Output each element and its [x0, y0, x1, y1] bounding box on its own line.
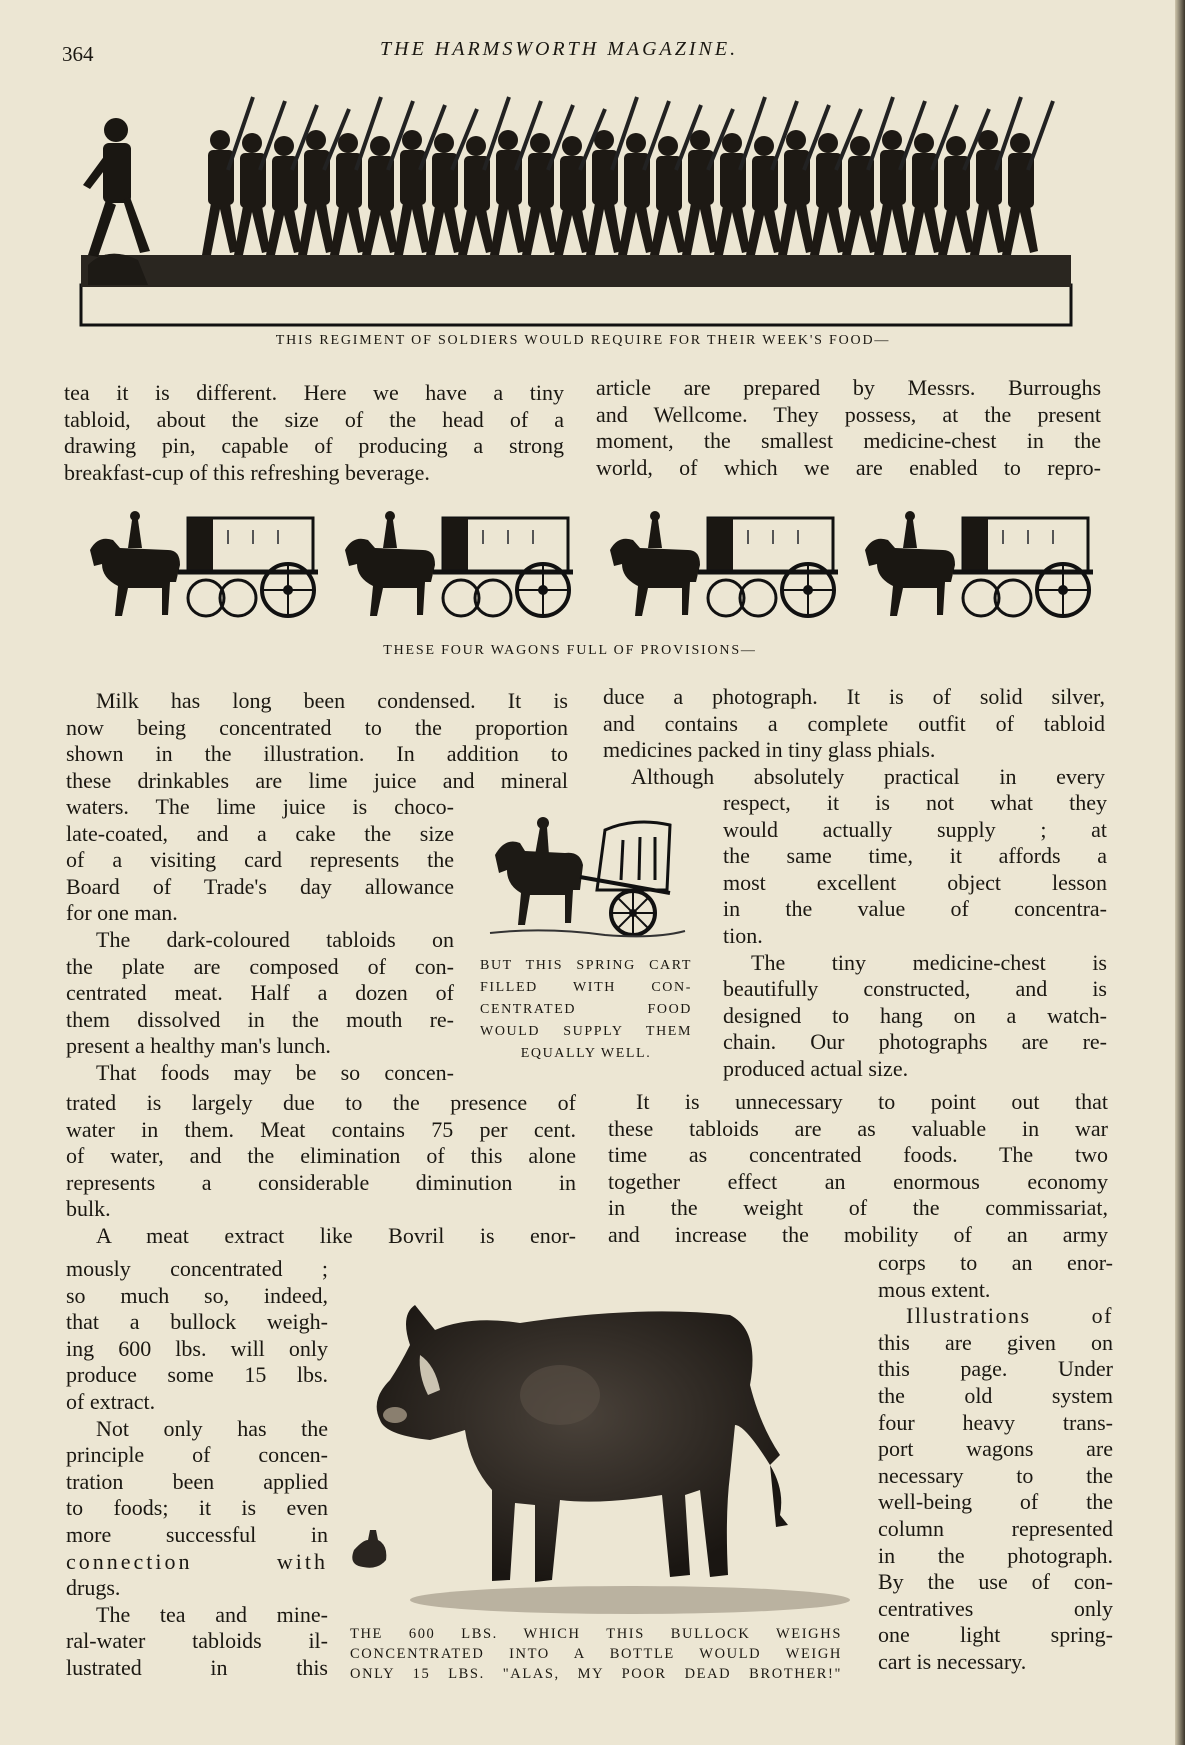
text-line: trated is largely due to the presence of — [66, 1090, 576, 1115]
text-line: and contains a complete outfit of tabloid — [603, 710, 1105, 736]
caption-line: WOULD SUPPLY THEM — [480, 1024, 692, 1039]
rifle — [1028, 101, 1053, 170]
bullock-photograph — [340, 1275, 865, 1615]
soldier-figure — [426, 133, 462, 255]
text-line: late-coated, and a cake the size — [66, 820, 454, 846]
text-line: respect, it is not what they — [723, 790, 1107, 815]
text-line: port wagons are — [878, 1436, 1113, 1462]
text-line: ing 600 lbs. will only — [66, 1335, 328, 1361]
text-line: corps to an enor- — [878, 1250, 1113, 1275]
caption-line: BUT THIS SPRING CART — [480, 958, 692, 973]
text-line: this page. Under — [878, 1356, 1113, 1382]
text-line: principle of concen- — [66, 1442, 328, 1468]
text-line: these tabloids are as valuable in war — [608, 1115, 1108, 1141]
text-line: most excellent object lesson — [723, 869, 1107, 895]
wagons-illustration — [88, 510, 1098, 625]
caption-line: EQUALLY WELL. — [520, 1046, 652, 1061]
soldier-figure — [298, 130, 334, 255]
soldier-figure — [970, 130, 1006, 255]
text-line: A meat extract like Bovril is enor- — [96, 1222, 576, 1248]
text-column-i — [608, 1089, 1108, 1249]
spring-cart-illustration — [485, 815, 700, 945]
text-line: lustrated in this — [66, 1654, 328, 1680]
text-line: in the photograph. — [878, 1542, 1113, 1568]
bullock-caption — [350, 1624, 842, 1684]
text-line: centrated meat. Half a dozen of — [66, 980, 454, 1006]
text-line: Board of Trade's day allowance — [66, 873, 454, 899]
text-line: centratives only — [878, 1595, 1113, 1621]
text-line: now being concentrated to the proportion — [66, 714, 568, 740]
text-line: in the weight of the commissariat, — [608, 1195, 1108, 1221]
text-line: mously concentrated ; — [66, 1256, 328, 1281]
text-line: Although absolutely practical in every — [631, 763, 1105, 789]
text-line: Illustrations of — [906, 1303, 1113, 1329]
page-number: 364 — [62, 42, 94, 66]
text-column-f — [66, 1256, 328, 1682]
soldier-figure — [618, 133, 654, 255]
text-line: more successful in — [66, 1521, 328, 1547]
text-line: and increase the mobility of an army — [608, 1221, 1108, 1247]
running-title: THE HARMSWORTH MAGAZINE. — [380, 38, 739, 60]
text-line: cart is necessary. — [878, 1648, 1027, 1674]
soldier-figure — [394, 130, 430, 255]
text-column-g — [603, 684, 1105, 790]
text-line: one light spring- — [878, 1622, 1113, 1648]
text-line: the plate are composed of con- — [66, 953, 454, 979]
soldier-figure — [234, 133, 270, 255]
text-line: bulk. — [66, 1196, 111, 1222]
text-line: to foods; it is even — [66, 1495, 328, 1521]
text-line: tabloid, about the size of the head of a — [64, 406, 564, 432]
text-column-b — [596, 375, 1101, 481]
soldier-figure — [1002, 133, 1038, 255]
spring-cart-caption — [480, 955, 692, 1065]
wagon-figure — [865, 511, 1093, 616]
text-line: ral-water tabloids il- — [66, 1628, 328, 1654]
text-line: the old system — [878, 1382, 1113, 1408]
text-line: this are given on — [878, 1329, 1113, 1355]
text-line: represents a considerable diminution in — [66, 1169, 576, 1195]
text-line: of a visiting card represents the — [66, 847, 454, 873]
text-column-j — [878, 1250, 1113, 1676]
text-line: produce some 15 lbs. — [66, 1362, 328, 1388]
text-line: breakfast-cup of this refreshing beverage. — [64, 459, 430, 485]
text-line: column represented — [878, 1515, 1113, 1541]
text-line: the same time, it affords a — [723, 843, 1107, 869]
text-column-e — [66, 1090, 576, 1250]
text-line: That foods may be so concen- — [96, 1059, 454, 1085]
text-line: present a healthy man's lunch. — [66, 1033, 331, 1059]
text-line: these drinkables are lime juice and mineral — [66, 767, 568, 793]
wagon-figure — [90, 511, 318, 616]
soldier-figure — [810, 133, 846, 255]
text-column-h — [723, 790, 1107, 1083]
text-line: article are prepared by Messrs. Burroughs — [596, 375, 1101, 400]
text-line: The dark-coloured tabloids on — [96, 926, 454, 952]
text-line: in the value of concentra- — [723, 896, 1107, 922]
caption-line: CONCENTRATED INTO A BOTTLE WOULD WEIGH — [350, 1646, 842, 1662]
wagon-figure — [610, 511, 838, 616]
text-line: shown in the illustration. In addition to — [66, 741, 568, 767]
text-line: four heavy trans- — [878, 1409, 1113, 1435]
text-line: chain. Our photographs are re- — [723, 1029, 1107, 1055]
text-line: them dissolved in the mouth re- — [66, 1006, 454, 1032]
caption-line: CENTRATED FOOD — [480, 1002, 692, 1017]
text-line: together effect an enormous economy — [608, 1168, 1108, 1194]
text-line: medicines packed in tiny glass phials. — [603, 737, 936, 763]
soldiers-caption: THIS REGIMENT OF SOLDIERS WOULD REQUIRE FOR THEIR WEEK'S FOOD— — [275, 333, 891, 348]
text-line: produced actual size. — [723, 1055, 909, 1081]
text-line: that a bullock weigh- — [66, 1309, 328, 1335]
text-line: waters. The lime juice is choco- — [66, 794, 454, 819]
text-line: The tea and mine- — [96, 1601, 328, 1627]
text-line: designed to hang on a watch- — [723, 1002, 1107, 1028]
soldier-figure — [522, 133, 558, 255]
text-line: tea it is different. Here we have a tiny — [64, 380, 564, 405]
text-column-c — [66, 688, 568, 794]
text-line: for one man. — [66, 900, 178, 926]
text-line: and Wellcome. They possess, at the present — [596, 401, 1101, 427]
soldier-figure — [490, 130, 526, 255]
soldier-figure — [778, 130, 814, 255]
text-line: duce a photograph. It is of solid silver, — [603, 684, 1105, 709]
soldier-figure — [586, 130, 622, 255]
page-edge — [1175, 0, 1185, 1745]
soldier-figure — [874, 130, 910, 255]
text-line: Not only has the — [96, 1415, 328, 1441]
soldiers-illustration — [78, 85, 1078, 330]
text-line: connection with — [66, 1548, 328, 1574]
text-line: It is unnecessary to point out that — [636, 1089, 1108, 1114]
text-line: necessary to the — [878, 1462, 1113, 1488]
text-line: tration been applied — [66, 1468, 328, 1494]
text-line: Milk has long been condensed. It is — [96, 688, 568, 713]
text-line: of water, and the elimination of this alone — [66, 1143, 576, 1169]
text-line: moment, the smallest medicine-chest in the — [596, 428, 1101, 454]
soldier-figure — [202, 130, 238, 255]
text-line: would actually supply ; at — [723, 816, 1107, 842]
text-line: of extract. — [66, 1388, 156, 1414]
text-line: so much so, indeed, — [66, 1282, 328, 1308]
text-column-a — [64, 380, 564, 486]
text-line: beautifully constructed, and is — [723, 976, 1107, 1002]
soldier-figure — [682, 130, 718, 255]
text-line: world, of which we are enabled to repro- — [596, 454, 1101, 480]
caption-line: THE 600 LBS. WHICH THIS BULLOCK WEIGHS — [350, 1626, 842, 1642]
text-line: water in them. Meat contains 75 per cent. — [66, 1116, 576, 1142]
wagon-figure — [345, 511, 573, 616]
text-line: tion. — [723, 922, 763, 948]
caption-line: FILLED WITH CON- — [480, 980, 692, 995]
text-line: time as concentrated foods. The two — [608, 1142, 1108, 1168]
text-line: By the use of con- — [878, 1569, 1113, 1595]
text-line: drugs. — [66, 1575, 121, 1601]
soldier-figure — [906, 133, 942, 255]
text-line: The tiny medicine-chest is — [751, 949, 1107, 975]
text-line: well-being of the — [878, 1489, 1113, 1515]
caption-line: ONLY 15 LBS. "ALAS, MY POOR DEAD BROTHER!" — [350, 1666, 842, 1682]
text-column-d — [66, 794, 454, 1087]
text-line: drawing pin, capable of producing a strong — [64, 433, 564, 459]
text-line: mous extent. — [878, 1276, 991, 1302]
wagons-caption: THESE FOUR WAGONS FULL OF PROVISIONS— — [383, 643, 757, 658]
